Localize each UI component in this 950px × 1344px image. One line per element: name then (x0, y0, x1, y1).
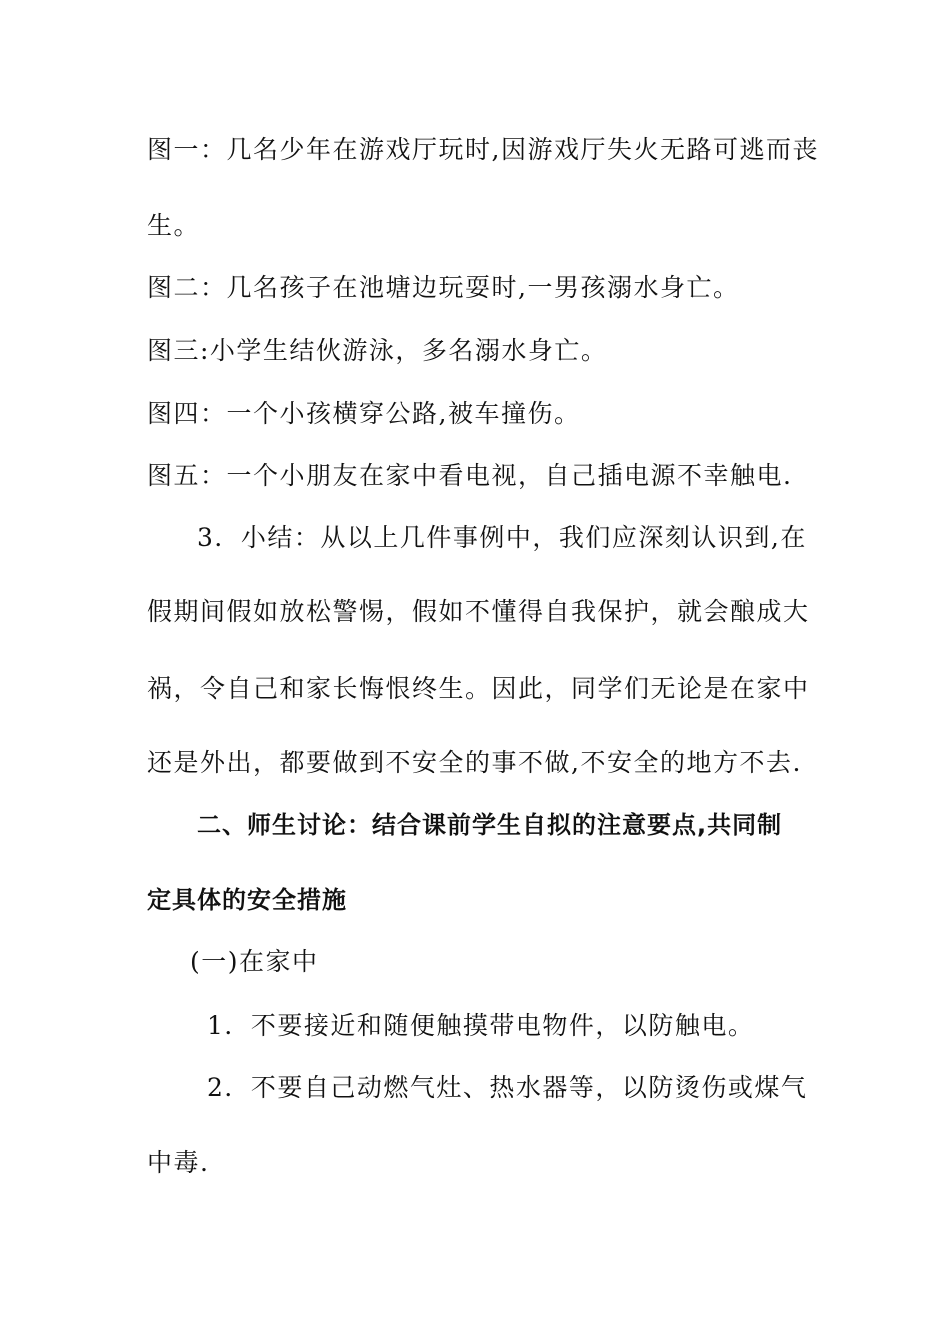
caption-figure-2: 图二：几名孩子在池塘边玩耍时,一男孩溺水身亡。 (147, 273, 740, 302)
caption-figure-3: 图三:小学生结伙游泳，多名溺水身亡。 (147, 336, 608, 365)
section-heading-2-line-2: 定具体的安全措施 (147, 886, 347, 914)
section-heading-2-line-1: 二、师生讨论：结合课前学生自拟的注意要点,共同制 (197, 811, 783, 839)
subsection-heading-at-home: (一)在家中 (190, 947, 319, 976)
summary-paragraph-line-4: 还是外出，都要做到不安全的事不做,不安全的地方不去. (147, 748, 802, 777)
list-item-2-line-1: 2．不要自己动燃气灶、热水器等，以防烫伤或煤气 (207, 1073, 808, 1102)
caption-figure-1: 图一：几名少年在游戏厅玩时,因游戏厅失火无路可逃而丧 (147, 135, 819, 164)
caption-figure-4: 图四：一个小孩横穿公路,被车撞伤。 (147, 399, 581, 428)
list-item-1: 1．不要接近和随便触摸带电物件，以防触电。 (207, 1011, 755, 1040)
summary-paragraph-line-1: 3．小结：从以上几件事例中，我们应深刻认识到,在 (197, 523, 807, 552)
summary-paragraph-line-2: 假期间假如放松警惕，假如不懂得自我保护，就会酿成大 (147, 597, 810, 626)
caption-figure-1-continued: 生。 (147, 211, 201, 240)
summary-paragraph-line-3: 祸，令自己和家长悔恨终生。因此，同学们无论是在家中 (147, 674, 810, 703)
caption-figure-5: 图五：一个小朋友在家中看电视，自己插电源不幸触电. (147, 461, 793, 490)
list-item-2-line-2: 中毒. (147, 1148, 210, 1177)
